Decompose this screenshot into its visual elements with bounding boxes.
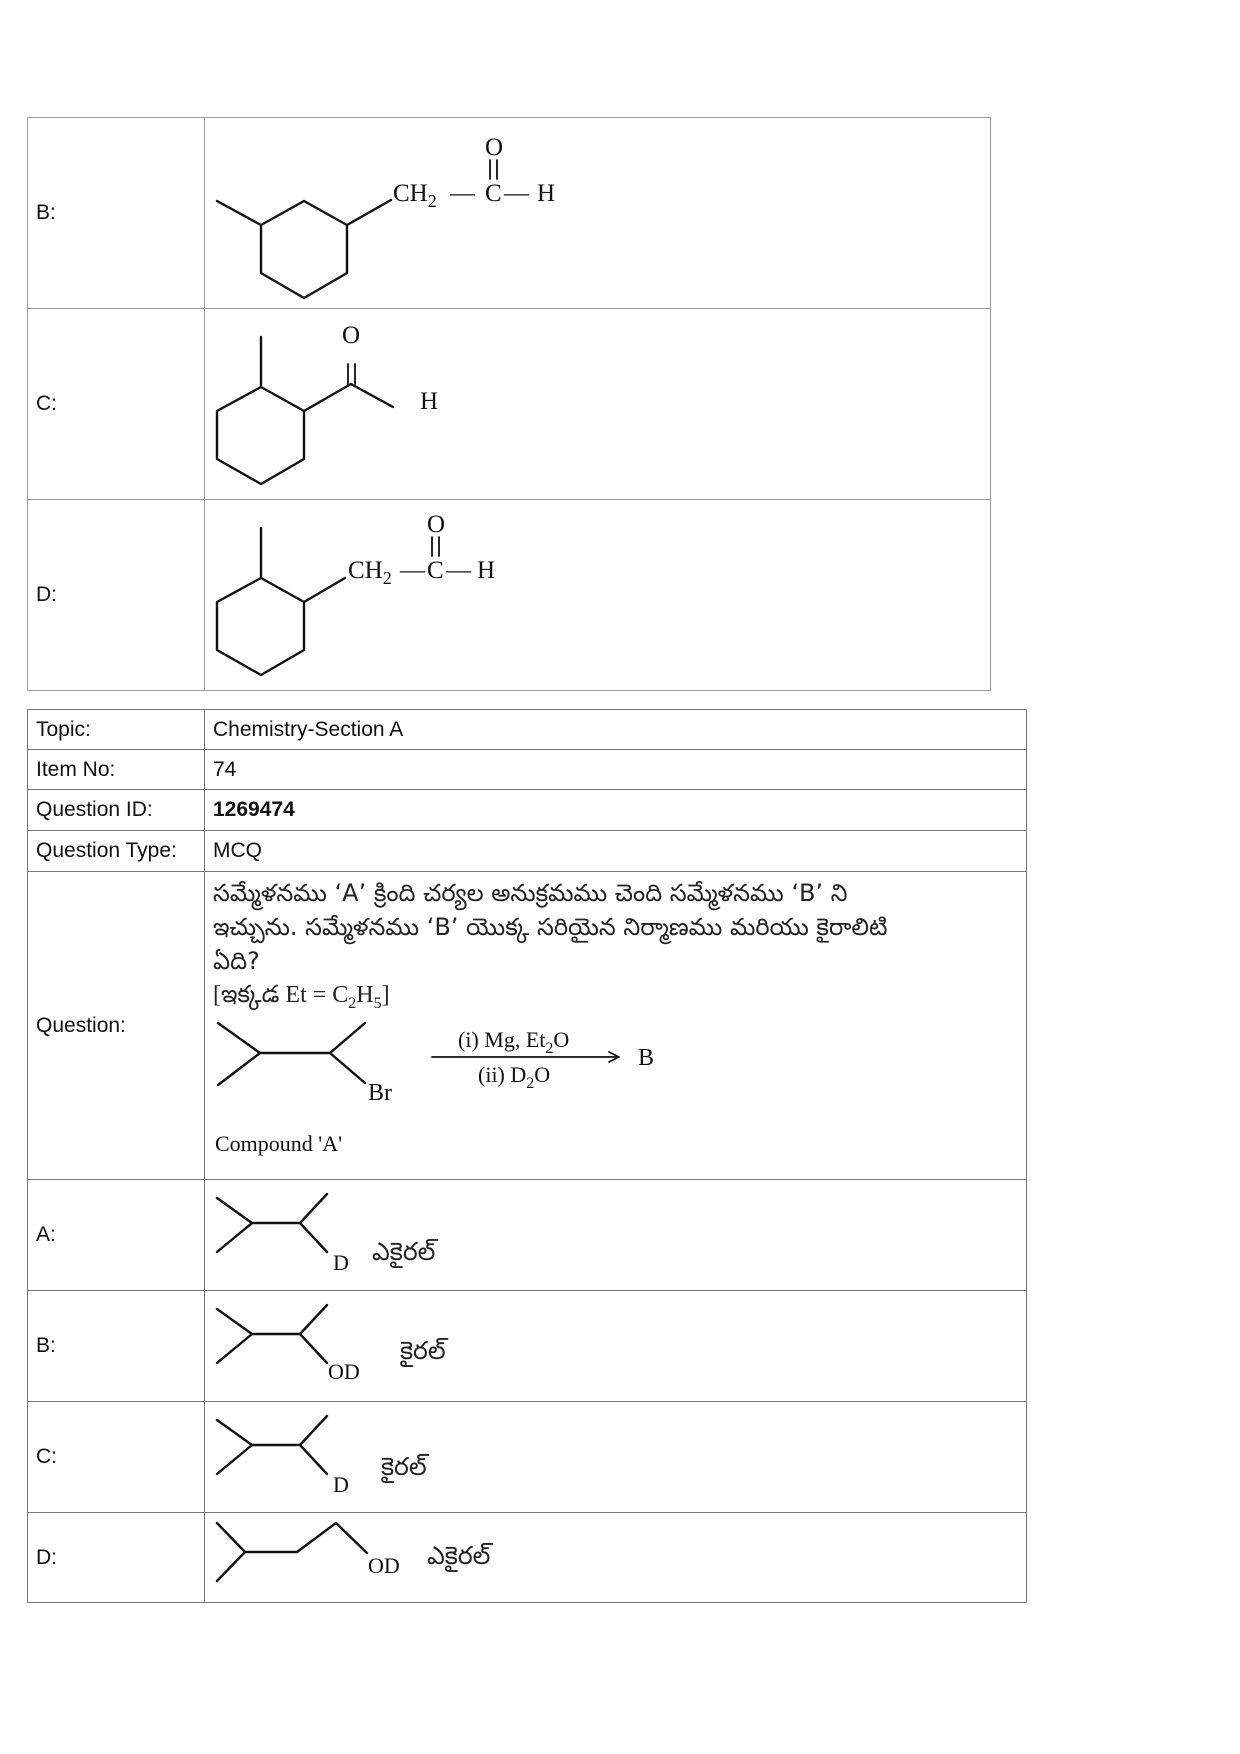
prev-option-row-b — [28, 118, 991, 309]
option-b-structure — [205, 1291, 705, 1396]
question-type-row — [28, 831, 1027, 872]
compound-a-skeleton — [218, 1023, 365, 1053]
bond — [217, 1552, 245, 1581]
bond-dash: — — [446, 557, 471, 584]
prev-option-row-c — [28, 309, 991, 500]
topic-row — [28, 710, 1027, 750]
question-id-label: Question ID: — [28, 790, 205, 831]
bond — [304, 578, 345, 602]
deuterium: D — [333, 1250, 349, 1275]
question-text — [213, 872, 1026, 1021]
question-body — [205, 872, 1027, 1180]
topic-label: Topic: — [28, 710, 205, 750]
bond — [217, 1223, 252, 1252]
question-label: Question: — [28, 872, 205, 1180]
reaction-scheme — [213, 1021, 713, 1171]
skeleton — [217, 1194, 327, 1223]
prev-option-structure-cell — [205, 118, 991, 309]
prev-option-b-structure — [205, 118, 705, 303]
option-structure-cell — [205, 1402, 1027, 1513]
od-group: OD — [368, 1553, 400, 1578]
note-text: H — [356, 982, 374, 1008]
bond — [300, 1445, 327, 1474]
bond-dash: — — [504, 180, 529, 207]
prev-option-d-structure — [205, 500, 705, 685]
question-text-line: ఇచ్చును. సమ్మేళనము ‘B’ యొక్క సరియైన నిర్మాణము మరియు కైరాలిటి — [213, 913, 888, 941]
item-label: Item No: — [28, 750, 205, 790]
previous-question-options-table — [27, 117, 991, 691]
subscript: 2 — [348, 994, 357, 1012]
question-id-cell — [205, 790, 1027, 831]
question-type-value: MCQ — [205, 831, 1027, 872]
skeleton — [217, 1305, 327, 1334]
option-structure-cell — [205, 1291, 1027, 1402]
ethyl-note — [213, 978, 1026, 1021]
bond — [217, 1445, 252, 1474]
option-label: B: — [28, 1291, 205, 1402]
bond — [218, 1053, 260, 1085]
carbon-atom: C — [485, 180, 502, 207]
product-b: B — [638, 1044, 655, 1071]
compound-a-caption: Compound 'A' — [215, 1130, 343, 1156]
hydrogen-atom: H — [537, 180, 556, 207]
chirality-label: ఎకైరల్ — [372, 1237, 436, 1266]
bromine-atom: Br — [368, 1079, 392, 1106]
item-row — [28, 750, 1027, 790]
option-label: C: — [28, 1402, 205, 1513]
bond — [304, 384, 351, 411]
question-id-value: 1269474 — [213, 798, 295, 821]
note-text: ] — [381, 982, 390, 1008]
prev-option-label: D: — [28, 500, 205, 691]
bond — [217, 1334, 252, 1363]
prev-option-label: B: — [28, 118, 205, 309]
prev-option-structure-cell — [205, 309, 991, 500]
reagent-1: (i) Mg, $Et_2O$ — [458, 1026, 570, 1057]
prev-option-structure-cell — [205, 500, 991, 691]
option-row-a — [28, 1180, 1027, 1291]
hydrogen-atom: H — [420, 388, 439, 415]
bond — [330, 1053, 365, 1083]
ch2-group: $CH_2$ — [393, 180, 437, 211]
option-a-structure — [205, 1180, 705, 1285]
oxygen-atom: O — [427, 511, 446, 538]
prev-option-c-structure — [205, 309, 705, 494]
question-text-line: సమ్మేళనము ‘A’ క్రింది చర్యల అనుక్రమము చెంది సమ్మేళనము ‘B’ ని — [213, 879, 848, 907]
cyclohexane-ring — [217, 578, 304, 675]
question-text-line: ఏది? — [213, 947, 260, 975]
option-label: D: — [28, 1513, 205, 1603]
option-row-c — [28, 1402, 1027, 1513]
chirality-label: కైరల్ — [400, 1336, 446, 1365]
option-d-structure — [205, 1513, 705, 1597]
cyclohexane-ring — [217, 201, 347, 298]
oxygen-atom: O — [485, 134, 504, 161]
option-row-b — [28, 1291, 1027, 1402]
reagent-2: (ii) $D_2O$ — [478, 1061, 551, 1092]
option-row-d — [28, 1513, 1027, 1603]
option-structure-cell — [205, 1513, 1027, 1603]
hydrogen-atom: H — [477, 557, 496, 584]
question-row — [28, 872, 1027, 1180]
cyclohexane-ring — [217, 387, 304, 484]
od-group: OD — [328, 1359, 360, 1384]
option-c-structure — [205, 1402, 705, 1507]
chirality-label: కైరల్ — [381, 1452, 427, 1481]
prev-option-row-d — [28, 500, 991, 691]
question-id-row — [28, 790, 1027, 831]
ch2-group: $CH_2$ — [348, 557, 392, 588]
subscript: 5 — [373, 994, 382, 1012]
question-table — [27, 709, 1027, 1603]
bond-dash: — — [450, 180, 475, 207]
option-label: A: — [28, 1180, 205, 1291]
note-text: [ఇక్కడ Et = C — [213, 982, 349, 1008]
skeleton — [217, 1523, 367, 1553]
carbon-atom: C — [427, 557, 444, 584]
bond — [347, 200, 391, 225]
deuterium: D — [333, 1472, 349, 1497]
bond-dash: — — [400, 557, 425, 584]
chirality-label: ఎకైరల్ — [427, 1541, 491, 1570]
prev-option-label: C: — [28, 309, 205, 500]
topic-value: Chemistry-Section A — [205, 710, 1027, 750]
bond — [300, 1334, 327, 1363]
bond — [351, 384, 393, 407]
option-structure-cell — [205, 1180, 1027, 1291]
item-value: 74 — [205, 750, 1027, 790]
oxygen-atom: O — [342, 322, 361, 349]
bond — [300, 1223, 327, 1252]
skeleton — [217, 1416, 327, 1445]
question-type-label: Question Type: — [28, 831, 205, 872]
